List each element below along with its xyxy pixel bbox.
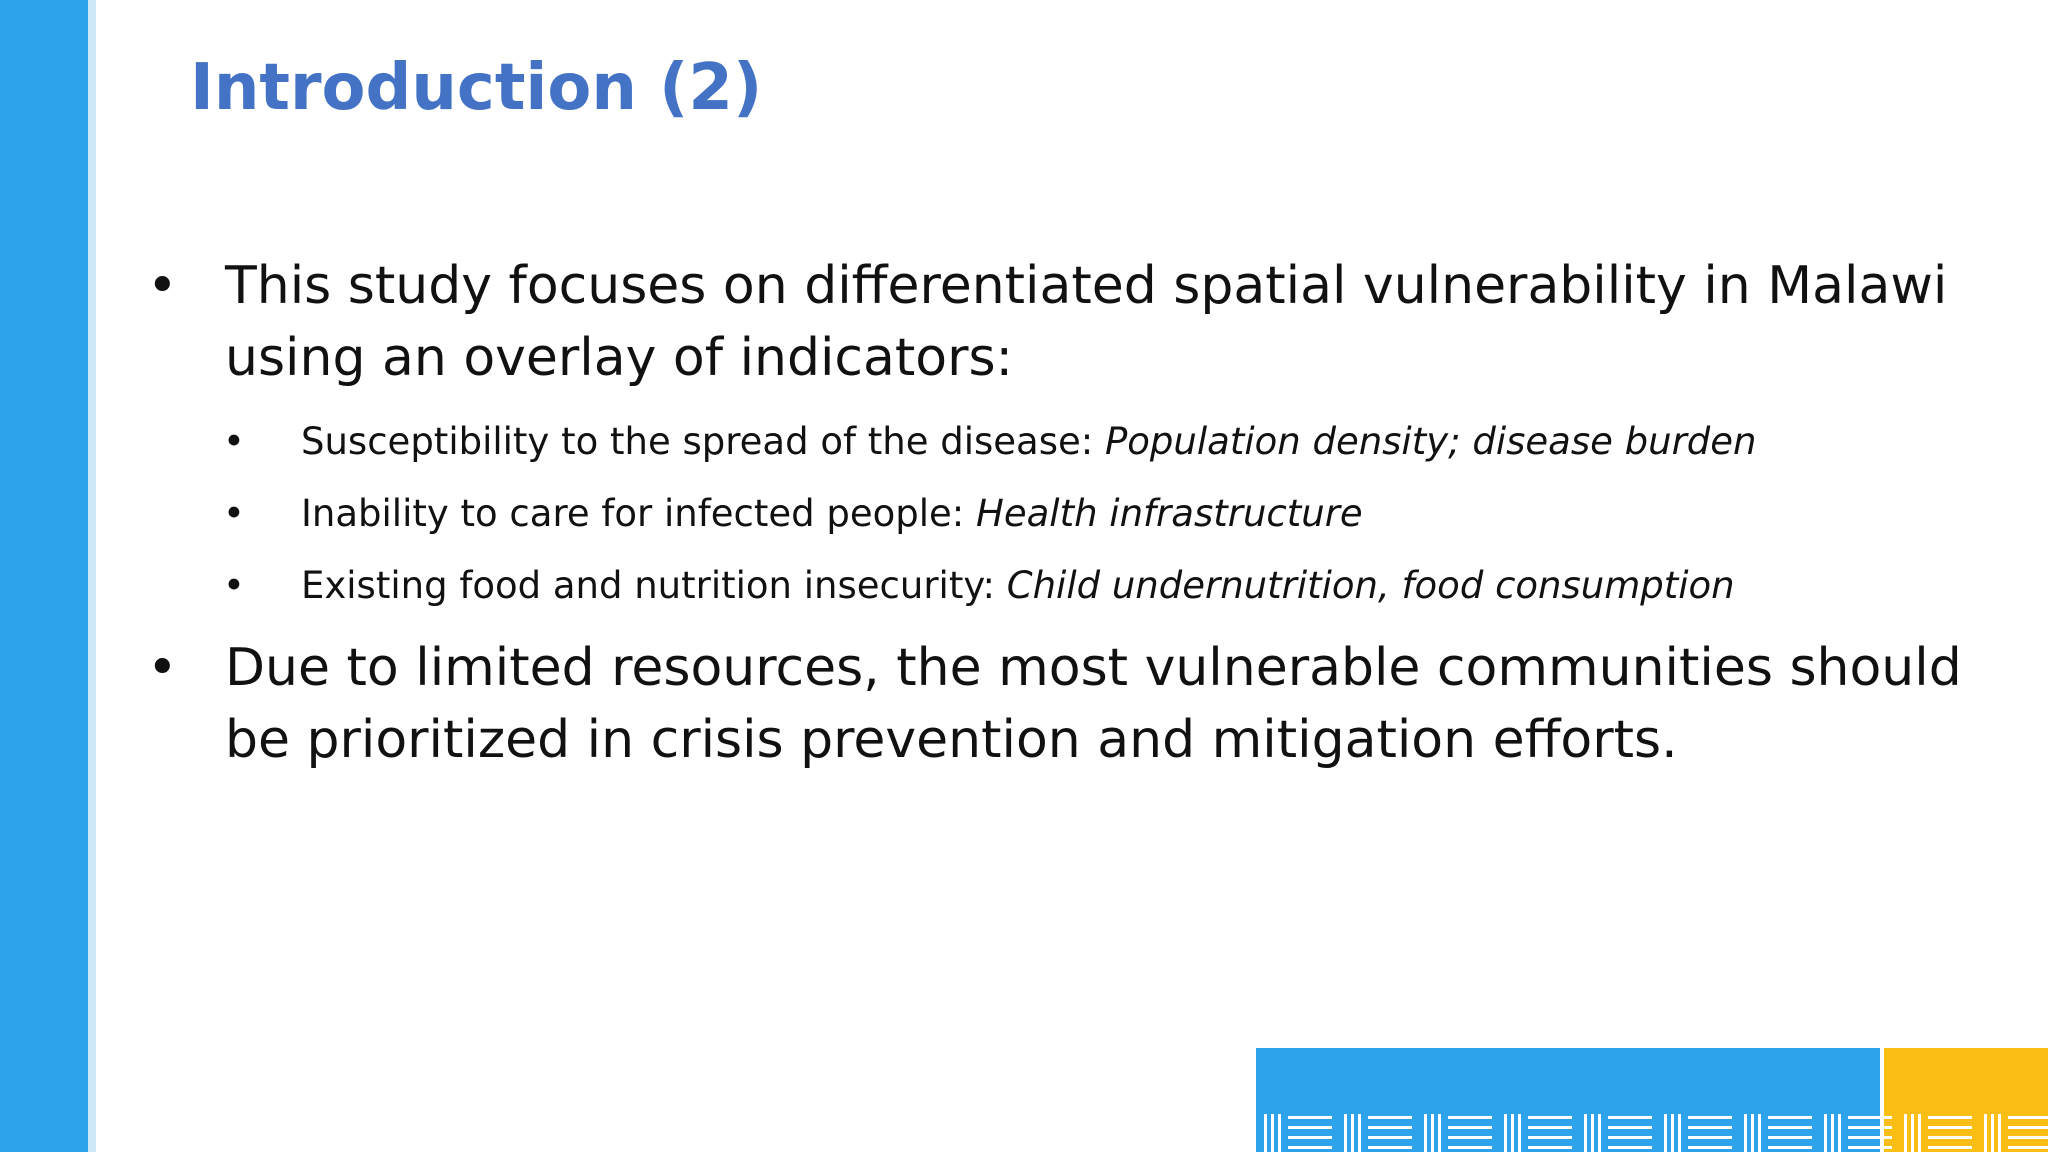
stripe-mark	[1288, 1136, 1332, 1139]
stripe-mark	[1838, 1114, 1841, 1152]
stripe-mark	[1848, 1146, 1892, 1149]
sub-bullet-icon: •	[223, 420, 245, 463]
stripe-mark	[1688, 1136, 1732, 1139]
sub-bullet-icon: •	[223, 564, 245, 607]
sub-bullet-item	[145, 550, 1985, 622]
sub-bullet-item	[145, 406, 1985, 478]
stripe-mark	[2008, 1126, 2048, 1129]
stripe-mark	[1768, 1116, 1812, 1119]
stripe-mark	[1928, 1126, 1972, 1129]
stripe-mark	[1608, 1136, 1652, 1139]
stripe-mark	[1528, 1116, 1572, 1119]
stripe-mark	[1424, 1114, 1427, 1152]
stripe-mark	[1848, 1116, 1892, 1119]
stripe-mark	[1751, 1114, 1754, 1152]
left-accent-bar-edge	[88, 0, 96, 1152]
stripe-mark	[1368, 1146, 1412, 1149]
stripe-mark	[1591, 1114, 1594, 1152]
sub-bullet-detail: Child undernutrition, food consumption	[1006, 564, 1735, 607]
bullet-item	[145, 632, 1985, 776]
sub-bullet-label: Susceptibility to the spread of the disease:	[301, 420, 1105, 463]
stripe-mark	[1918, 1114, 1921, 1152]
stripe-mark	[1664, 1114, 1667, 1152]
stripe-mark	[1998, 1114, 2001, 1152]
stripe-mark	[1438, 1114, 1441, 1152]
stripe-mark	[1504, 1114, 1507, 1152]
stripe-mark	[1368, 1136, 1412, 1139]
stripe-mark	[1768, 1126, 1812, 1129]
stripe-mark	[2008, 1116, 2048, 1119]
stripe-mark	[1288, 1146, 1332, 1149]
stripe-mark	[1448, 1146, 1492, 1149]
stripe-mark	[1528, 1126, 1572, 1129]
stripe-mark	[1688, 1116, 1732, 1119]
stripe-mark	[1768, 1136, 1812, 1139]
stripe-mark	[1351, 1114, 1354, 1152]
stripe-mark	[1928, 1146, 1972, 1149]
stripe-mark	[1928, 1136, 1972, 1139]
stripe-mark	[1431, 1114, 1434, 1152]
bullet-icon: •	[147, 256, 178, 316]
slide-title: Introduction (2)	[190, 51, 763, 125]
bullet-text: Due to limited resources, the most vulnerable communities should be prioritized in crisis prevention and mitigation efforts.	[225, 638, 1962, 770]
stripe-mark	[1904, 1114, 1907, 1152]
stripe-mark	[1608, 1126, 1652, 1129]
stripe-mark	[1848, 1126, 1892, 1129]
stripe-mark	[1448, 1116, 1492, 1119]
stripe-mark	[1584, 1114, 1587, 1152]
sub-bullet-label: Inability to care for infected people:	[301, 492, 977, 535]
stripe-mark	[1344, 1114, 1347, 1152]
stripe-mark	[1448, 1126, 1492, 1129]
stripe-mark	[1288, 1126, 1332, 1129]
stripe-mark	[1744, 1114, 1747, 1152]
stripe-mark	[1278, 1114, 1281, 1152]
stripe-mark	[1758, 1114, 1761, 1152]
stripe-mark	[1368, 1116, 1412, 1119]
stripe-mark	[1528, 1136, 1572, 1139]
stripe-mark	[1448, 1136, 1492, 1139]
bullet-item	[145, 250, 1985, 394]
stripe-mark	[1528, 1146, 1572, 1149]
stripe-mark	[1511, 1114, 1514, 1152]
stripe-mark	[1911, 1114, 1914, 1152]
sub-bullet-icon: •	[223, 492, 245, 535]
stripe-mark	[1608, 1146, 1652, 1149]
slide-content	[145, 250, 1985, 776]
stripe-mark	[1928, 1116, 1972, 1119]
stripe-mark	[1368, 1126, 1412, 1129]
stripe-pattern-icon	[1256, 1048, 2048, 1152]
stripe-mark	[1671, 1114, 1674, 1152]
bullet-icon: •	[147, 638, 178, 698]
stripe-mark	[1768, 1146, 1812, 1149]
stripe-mark	[1518, 1114, 1521, 1152]
stripe-mark	[1608, 1116, 1652, 1119]
wfp-stripe-pattern	[1256, 1048, 2048, 1152]
stripe-mark	[1358, 1114, 1361, 1152]
stripe-mark	[1991, 1114, 1994, 1152]
stripe-mark	[1678, 1114, 1681, 1152]
stripe-mark	[1288, 1116, 1332, 1119]
stripe-mark	[2008, 1136, 2048, 1139]
bullet-text: This study focuses on differentiated spatial vulnerability in Malawi using an overlay of indicators:	[225, 256, 1948, 388]
stripe-mark	[1831, 1114, 1834, 1152]
stripe-mark	[1264, 1114, 1267, 1152]
left-accent-bar	[0, 0, 88, 1152]
sub-bullet-item	[145, 478, 1985, 550]
stripe-mark	[1824, 1114, 1827, 1152]
sub-bullet-detail: Health infrastructure	[976, 492, 1363, 535]
stripe-mark	[1688, 1146, 1732, 1149]
stripe-mark	[1688, 1126, 1732, 1129]
sub-bullet-list	[145, 406, 1985, 622]
stripe-mark	[1598, 1114, 1601, 1152]
stripe-mark	[1271, 1114, 1274, 1152]
sub-bullet-detail: Population density; disease burden	[1104, 420, 1757, 463]
stripe-mark	[1848, 1136, 1892, 1139]
stripe-mark	[1984, 1114, 1987, 1152]
sub-bullet-label: Existing food and nutrition insecurity:	[301, 564, 1007, 607]
stripe-mark	[2008, 1146, 2048, 1149]
